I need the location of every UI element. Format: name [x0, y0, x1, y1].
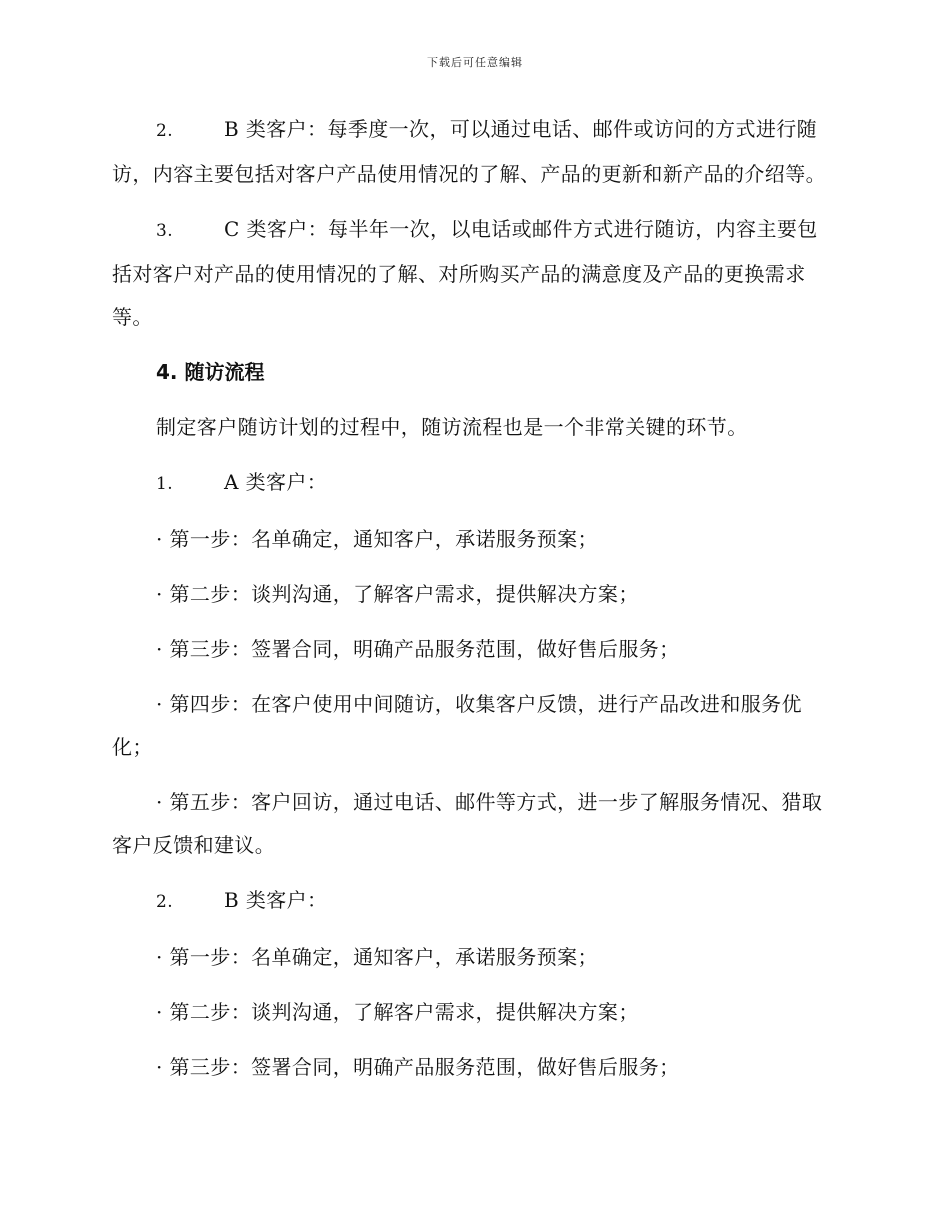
list-number: 1.: [156, 474, 174, 494]
list-item-a-title: [112, 461, 832, 506]
list-item-text: A 类客户：: [224, 470, 328, 494]
step-item: · 第二步：谈判沟通，了解客户需求，提供解决方案；: [156, 1000, 639, 1024]
list-item-b-title: [112, 879, 832, 924]
step-item: · 第五步：客户回访，通过电话、邮件等方式，进一步了解服务情况、猎取客户反馈和建议。: [112, 790, 823, 857]
list-number: 2.: [156, 121, 174, 141]
section-heading: 4. 随访流程: [156, 360, 265, 384]
list-item-text: C 类客户：每半年一次，以电话或邮件方式进行随访，内容主要包括对客户对产品的使用情况的了解、对所购买产品的满意度及产品的更换需求等。: [112, 217, 818, 329]
step-item: · 第三步：签署合同，明确产品服务范围，做好售后服务；: [156, 1055, 680, 1079]
step-item: · 第四步：在客户使用中间随访，收集客户反馈，进行产品改进和服务优化；: [112, 692, 802, 759]
step-item: · 第二步：谈判沟通，了解客户需求，提供解决方案；: [156, 582, 639, 606]
list-number: 2.: [156, 892, 174, 912]
list-item-c-frequency: [112, 208, 832, 339]
list-item-b-frequency: [112, 108, 832, 196]
step-item: · 第一步：名单确定，通知客户，承诺服务预案；: [156, 945, 598, 969]
list-item-text: B 类客户：每季度一次，可以通过电话、邮件或访问的方式进行随访，内容主要包括对客户产品使用情况的了解、产品的更新和新产品的介绍等。: [112, 117, 826, 186]
list-item-text: B 类客户：: [224, 888, 328, 912]
intro-paragraph: 制定客户随访计划的过程中，随访流程也是一个非常关键的环节。: [156, 415, 748, 439]
list-number: 3.: [156, 221, 174, 241]
step-item: · 第三步：签署合同，明确产品服务范围，做好售后服务；: [156, 637, 680, 661]
document-body: [112, 108, 832, 1101]
step-item: · 第一步：名单确定，通知客户，承诺服务预案；: [156, 527, 598, 551]
page-header: 下载后可任意编辑: [427, 56, 523, 69]
